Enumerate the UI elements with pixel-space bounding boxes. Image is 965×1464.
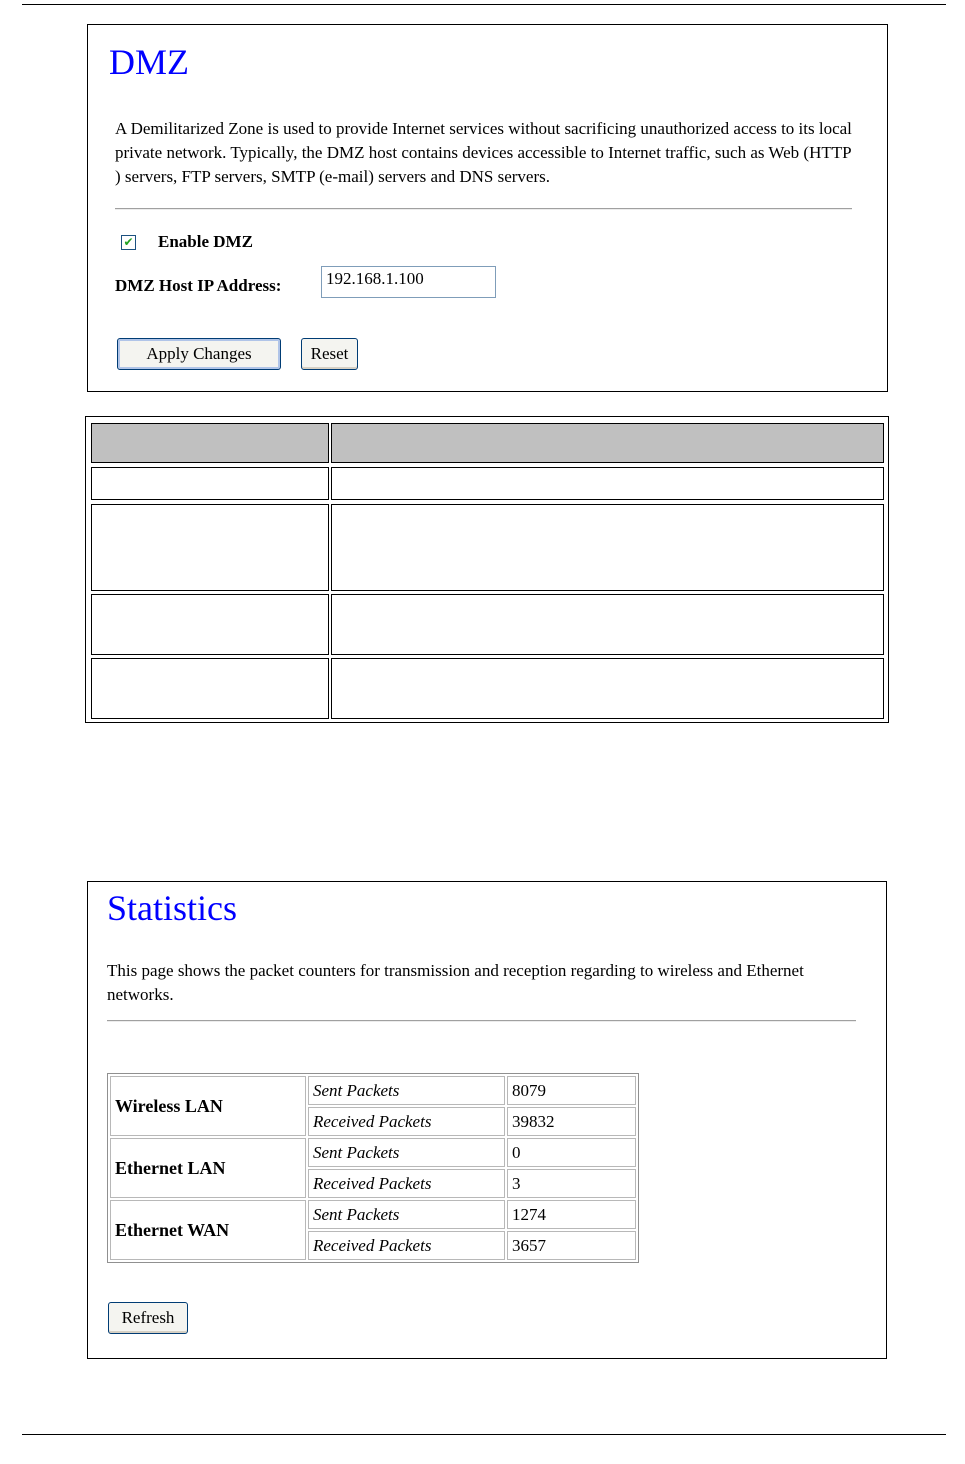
sent-packets-value: 1274 [507, 1200, 636, 1229]
table-row [110, 1138, 636, 1167]
statistics-divider [107, 1020, 856, 1022]
refresh-button[interactable]: Refresh [108, 1302, 188, 1334]
table-cell [91, 658, 329, 719]
reset-button[interactable]: Reset [301, 338, 358, 370]
dmz-description: A Demilitarized Zone is used to provide Internet services without sacrificing unauthorized access to its local private network. Typically, the DMZ host contains devices accessible to Internet traffic, such as Web (HTTP ) servers, FTP servers, SMTP (e-mail) servers and DNS servers. [115, 119, 852, 186]
table-row [110, 1200, 636, 1229]
received-packets-label: Received Packets [308, 1107, 505, 1136]
interface-name: Wireless LAN [110, 1076, 306, 1136]
field-description-table [85, 416, 889, 723]
received-packets-label: Received Packets [308, 1231, 505, 1260]
enable-dmz-row [121, 232, 253, 252]
sent-packets-label: Sent Packets [308, 1200, 505, 1229]
sent-packets-label: Sent Packets [308, 1076, 505, 1105]
interface-name: Ethernet LAN [110, 1138, 306, 1198]
table-cell [91, 467, 329, 500]
statistics-title: Statistics [107, 888, 238, 928]
table-cell [331, 594, 884, 655]
table-cell [331, 504, 884, 591]
enable-dmz-label: Enable DMZ [158, 232, 253, 251]
received-packets-label: Received Packets [308, 1169, 505, 1198]
table-row [110, 1076, 636, 1105]
sent-packets-value: 8079 [507, 1076, 636, 1105]
sent-packets-label: Sent Packets [308, 1138, 505, 1167]
received-packets-value: 3 [507, 1169, 636, 1198]
dmz-divider [115, 208, 852, 210]
apply-changes-button[interactable]: Apply Changes [117, 338, 281, 370]
dmz-host-ip-input[interactable]: 192.168.1.100 [321, 266, 496, 298]
packet-counters-table [107, 1073, 639, 1263]
interface-name: Ethernet WAN [110, 1200, 306, 1260]
table-header-cell [331, 423, 884, 463]
statistics-panel [87, 881, 887, 1359]
table-cell [91, 594, 329, 655]
sent-packets-value: 0 [507, 1138, 636, 1167]
statistics-description: This page shows the packet counters for transmission and reception regarding to wireless and Ethernet networks. [107, 961, 804, 1004]
received-packets-value: 39832 [507, 1107, 636, 1136]
dmz-host-ip-label: DMZ Host IP Address: [115, 276, 282, 295]
received-packets-value: 3657 [507, 1231, 636, 1260]
table-cell [331, 467, 884, 500]
dmz-panel [87, 24, 888, 392]
page-bottom-rule [22, 1434, 946, 1435]
dmz-title: DMZ [109, 42, 189, 82]
table-cell [91, 504, 329, 591]
enable-dmz-checkbox[interactable]: ✔ [121, 235, 136, 250]
table-cell [331, 658, 884, 719]
table-header-cell [91, 423, 329, 463]
page-top-rule [22, 4, 946, 5]
